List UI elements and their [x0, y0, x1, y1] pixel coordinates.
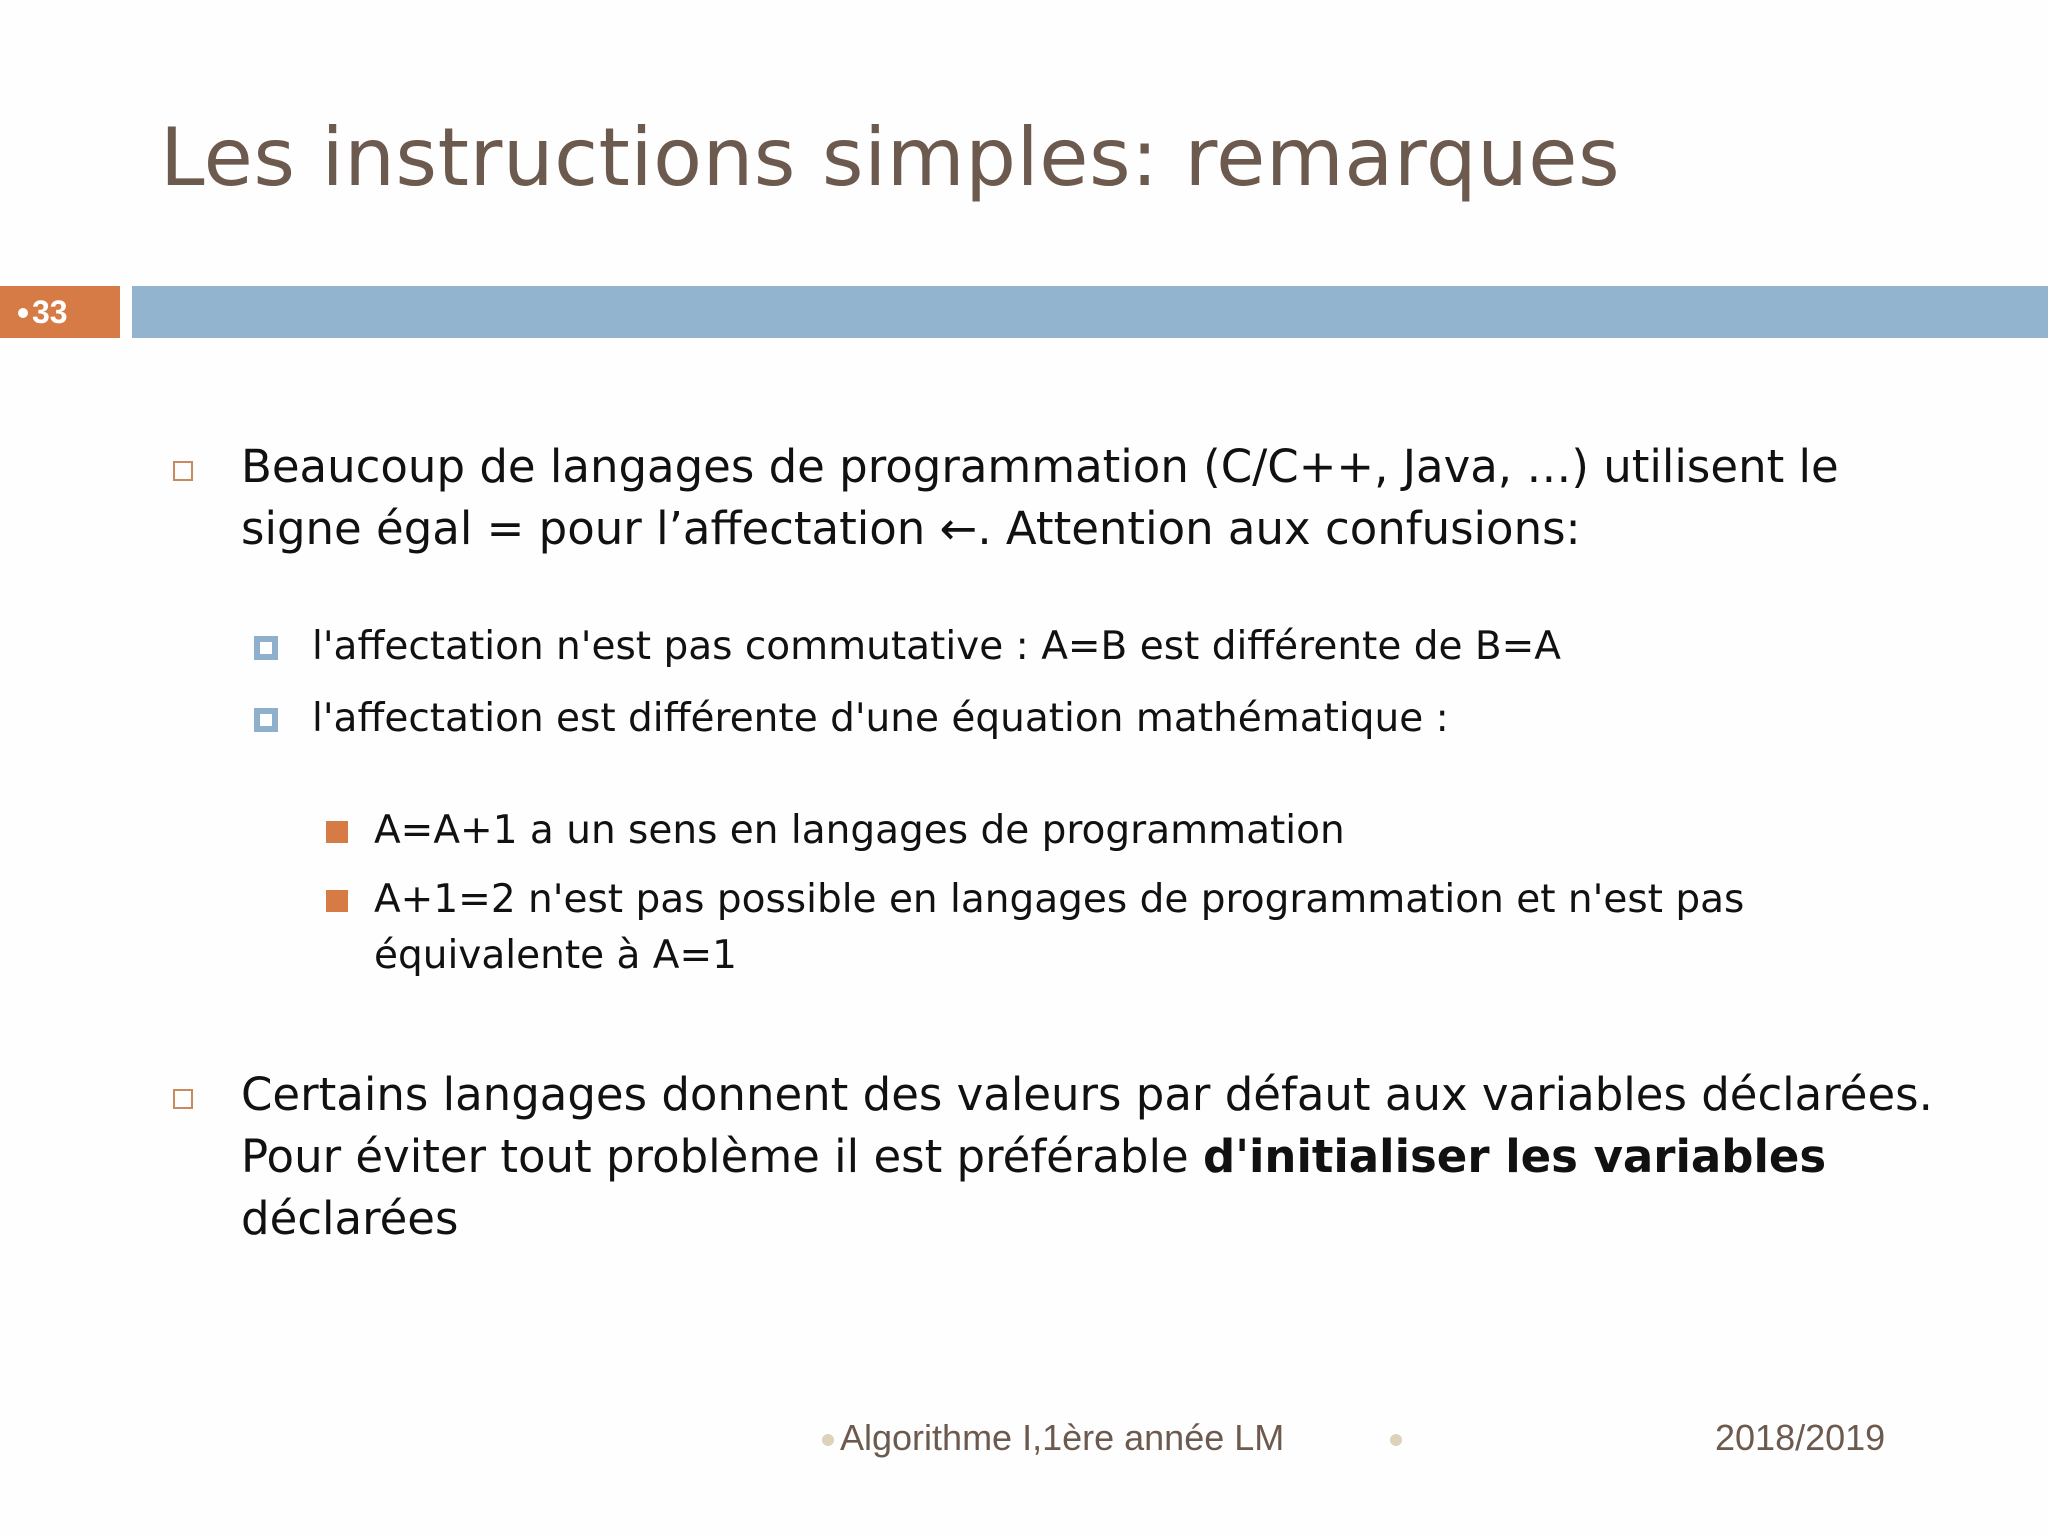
bullet-1-2-2-line-2: équivalente à A=1 [374, 933, 737, 978]
bullet-dot-icon [18, 308, 28, 318]
bullet-1-line-1: Beaucoup de langages de programmation (C/C++, Java, …) utilisent le [241, 440, 1839, 493]
bullet-2-line-1: Certains langages donnent des valeurs par défaut aux variables déclarées. [241, 1068, 1933, 1121]
bullet-1-2-1: A=A+1 a un sens en langages de programmation [374, 808, 1345, 853]
bullet-1-line-2: signe égal = pour l’affectation ←. Attention aux confusions: [241, 502, 1581, 555]
bullet-2-bold-text: d'initialiser les variables [1203, 1130, 1827, 1183]
bullet-1-2: l'affectation est différente d'une équation mathématique : [312, 696, 1449, 741]
slide-title: Les instructions simples: remarques [160, 111, 1621, 204]
footer-course: Algorithme I,1ère année LM [840, 1417, 1285, 1458]
bullet-2-line-2 [241, 1126, 1826, 1188]
square-bullet-icon [173, 1089, 193, 1109]
footer-dot-icon [822, 1434, 834, 1446]
slide-number: 33 [32, 294, 68, 330]
square-bullet-icon [254, 636, 278, 660]
square-bullet-icon [173, 461, 193, 481]
footer-year: 2018/2019 [1715, 1417, 1886, 1458]
square-bullet-icon [254, 708, 278, 732]
bullet-2-line-3: déclarées [241, 1192, 459, 1245]
square-bullet-icon [326, 890, 348, 912]
bullet-1-2-2-line-1: A+1=2 n'est pas possible en langages de programmation et n'est pas [374, 877, 1745, 922]
slide-number-badge [0, 286, 120, 338]
square-bullet-icon [326, 821, 348, 843]
title-divider-bar [132, 286, 2048, 338]
bullet-1-1: l'affectation n'est pas commutative : A=B est différente de B=A [312, 624, 1561, 669]
footer-dot-icon [1390, 1434, 1402, 1446]
bullet-2-line-2-text: Pour éviter tout problème il est préférable [241, 1130, 1203, 1183]
